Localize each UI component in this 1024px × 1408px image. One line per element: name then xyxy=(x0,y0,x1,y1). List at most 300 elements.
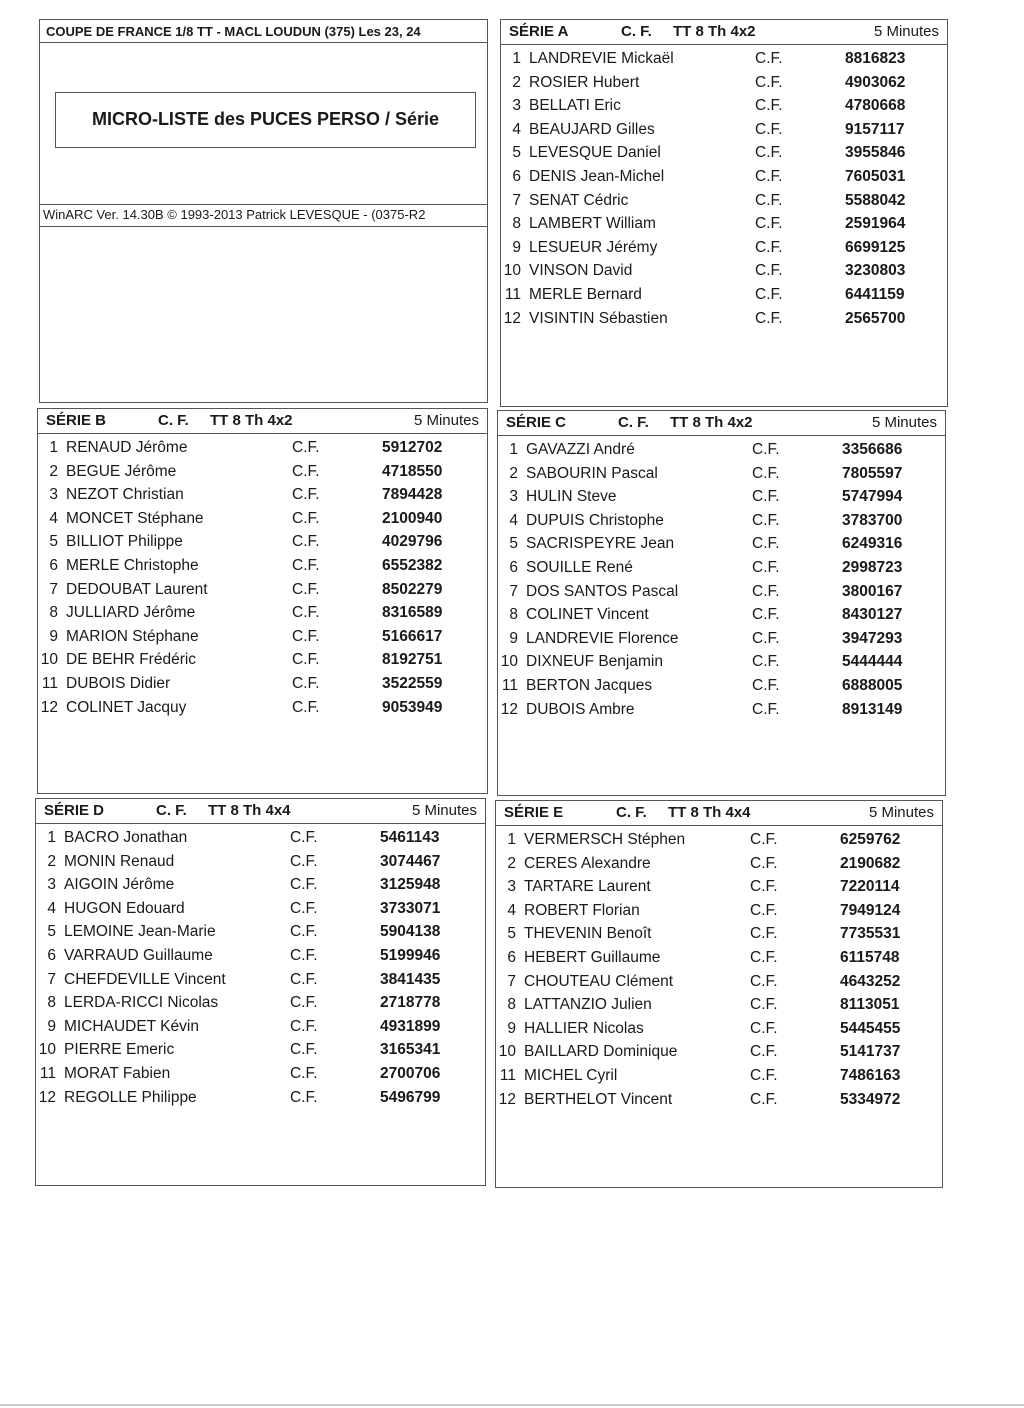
divider xyxy=(40,42,487,43)
entry-club: C.F. xyxy=(752,629,780,647)
series-e-panel xyxy=(495,800,943,1188)
entry-name: MICHAUDET Kévin xyxy=(64,1017,199,1035)
entry-code: 5199946 xyxy=(380,946,441,964)
entry-number: 12 xyxy=(38,1088,56,1106)
entry-row xyxy=(38,531,487,555)
entry-row xyxy=(501,260,947,284)
entry-number: 1 xyxy=(47,829,56,846)
entry-code: 2190682 xyxy=(840,854,901,872)
entry-name: ROBERT Florian xyxy=(524,901,640,919)
entry-row xyxy=(496,853,942,877)
entry-name: HUGON Edouard xyxy=(64,899,185,917)
entry-row xyxy=(496,829,942,853)
entry-code: 5904138 xyxy=(380,923,441,941)
entry-club: C.F. xyxy=(292,698,320,716)
entry-name: BILLIOT Philippe xyxy=(66,533,183,551)
entry-code: 6888005 xyxy=(842,676,903,694)
entry-row xyxy=(498,557,945,581)
divider xyxy=(40,204,487,205)
entry-name: MERLE Bernard xyxy=(529,285,642,303)
entry-code: 8913149 xyxy=(842,700,903,718)
divider xyxy=(40,226,487,227)
entry-code: 8192751 xyxy=(382,651,443,669)
entry-number: 2 xyxy=(47,852,56,870)
entry-number: 4 xyxy=(507,901,516,919)
entry-code: 6441159 xyxy=(845,285,905,303)
entry-row xyxy=(501,237,947,261)
series-category: C. F. xyxy=(158,412,189,429)
entry-code: 3230803 xyxy=(845,262,906,280)
entry-club: C.F. xyxy=(290,1064,318,1082)
series-format: TT 8 Th 4x4 xyxy=(668,804,751,821)
entry-number: 5 xyxy=(509,535,518,553)
entry-code: 2100940 xyxy=(382,509,443,527)
entry-code: 7894428 xyxy=(382,486,443,504)
entry-number: 3 xyxy=(47,876,56,894)
entry-row xyxy=(501,308,947,332)
entry-row xyxy=(501,142,947,166)
entry-code: 2718778 xyxy=(380,994,441,1012)
entry-club: C.F. xyxy=(290,852,318,870)
entry-name: CERES Alexandre xyxy=(524,854,651,872)
entry-club: C.F. xyxy=(752,464,780,482)
entry-name: RENAUD Jérôme xyxy=(66,439,188,456)
entry-code: 7735531 xyxy=(840,925,901,943)
entry-number: 2 xyxy=(512,73,521,91)
entry-row xyxy=(38,484,487,508)
entry-club: C.F. xyxy=(292,486,320,504)
entry-name: HEBERT Guillaume xyxy=(524,948,661,966)
entry-club: C.F. xyxy=(752,535,780,553)
entry-club: C.F. xyxy=(752,488,780,506)
entry-club: C.F. xyxy=(750,901,778,919)
entry-number: 3 xyxy=(49,486,58,504)
entry-code: 7605031 xyxy=(845,167,906,185)
entry-code: 6259762 xyxy=(840,831,901,848)
entry-name: VERMERSCH Stéphen xyxy=(524,831,686,848)
entry-club: C.F. xyxy=(755,309,783,327)
entry-code: 8316589 xyxy=(382,604,443,622)
entry-number: 2 xyxy=(509,464,518,482)
entry-code: 8113051 xyxy=(840,996,900,1014)
entry-code: 3125948 xyxy=(380,876,441,894)
entry-code: 3955846 xyxy=(845,144,906,162)
entry-name: SACRISPEYRE Jean xyxy=(526,535,675,553)
entry-row xyxy=(498,628,945,652)
entry-code: 3841435 xyxy=(380,970,441,988)
entry-club: C.F. xyxy=(755,167,783,185)
entry-club: C.F. xyxy=(752,700,780,718)
entry-name: SENAT Cédric xyxy=(529,191,629,209)
entry-club: C.F. xyxy=(290,899,318,917)
entry-code: 7486163 xyxy=(840,1066,901,1084)
entry-row xyxy=(38,673,487,697)
entry-code: 6249316 xyxy=(842,535,903,553)
entry-name: THEVENIN Benoît xyxy=(524,925,652,943)
entry-code: 5445455 xyxy=(840,1019,901,1037)
entry-code: 6552382 xyxy=(382,556,443,574)
entry-name: AIGOIN Jérôme xyxy=(64,876,175,894)
entry-club: C.F. xyxy=(750,1043,778,1061)
entry-name: GAVAZZI André xyxy=(526,441,635,458)
entry-name: DE BEHR Frédéric xyxy=(66,651,197,669)
entry-number: 12 xyxy=(500,700,518,718)
entry-row xyxy=(496,923,942,947)
entry-code: 5496799 xyxy=(380,1088,441,1106)
entry-club: C.F. xyxy=(755,191,783,209)
series-label: SÉRIE C xyxy=(506,414,567,431)
entry-club: C.F. xyxy=(290,1041,318,1059)
entry-name: VISINTIN Sébastien xyxy=(529,309,668,327)
entry-name: TARTARE Laurent xyxy=(524,878,651,896)
entry-number: 11 xyxy=(499,1066,516,1084)
entry-club: C.F. xyxy=(292,604,320,622)
entry-code: 5166617 xyxy=(382,627,443,645)
series-label: SÉRIE B xyxy=(46,412,107,429)
entry-code: 7220114 xyxy=(840,878,900,896)
entry-number: 6 xyxy=(49,556,58,574)
entry-club: C.F. xyxy=(290,923,318,941)
entry-number: 6 xyxy=(507,948,516,966)
series-duration: 5 Minutes xyxy=(411,802,477,819)
entry-number: 7 xyxy=(509,582,518,600)
series-duration: 5 Minutes xyxy=(871,414,937,431)
entry-name: MERLE Christophe xyxy=(66,556,199,574)
entry-number: 2 xyxy=(49,462,58,480)
entry-club: C.F. xyxy=(292,439,320,456)
entry-club: C.F. xyxy=(292,580,320,598)
entry-row xyxy=(38,461,487,485)
series-header xyxy=(496,801,942,826)
entry-name: LEMOINE Jean-Marie xyxy=(64,923,216,941)
entry-club: C.F. xyxy=(755,262,783,280)
entry-row xyxy=(36,874,485,898)
entry-code: 5461143 xyxy=(380,829,440,846)
entry-number: 10 xyxy=(38,1041,56,1059)
entry-name: BAILLARD Dominique xyxy=(524,1043,678,1061)
entry-number: 11 xyxy=(504,285,521,303)
entry-number: 1 xyxy=(507,831,516,848)
entry-number: 12 xyxy=(503,309,521,327)
list-title: MICRO-LISTE des PUCES PERSO / Série xyxy=(91,109,440,129)
series-category: C. F. xyxy=(156,802,187,819)
entry-code: 2700706 xyxy=(380,1064,441,1082)
entry-row xyxy=(496,876,942,900)
entry-club: C.F. xyxy=(292,556,320,574)
entry-row xyxy=(501,48,947,72)
entry-code: 3074467 xyxy=(380,852,441,870)
entry-club: C.F. xyxy=(750,854,778,872)
series-d-panel xyxy=(35,798,486,1186)
entry-number: 4 xyxy=(509,511,518,529)
entry-row xyxy=(496,947,942,971)
entry-code: 6699125 xyxy=(845,238,906,256)
entry-name: MONCET Stéphane xyxy=(66,509,204,527)
series-category: C. F. xyxy=(616,804,647,821)
entry-number: 8 xyxy=(507,996,516,1014)
entry-row xyxy=(498,581,945,605)
entry-name: LANDREVIE Mickaël xyxy=(529,50,674,67)
entry-row xyxy=(498,510,945,534)
entry-number: 8 xyxy=(49,604,58,622)
entry-number: 9 xyxy=(509,629,518,647)
entry-club: C.F. xyxy=(750,925,778,943)
entry-row xyxy=(498,699,945,723)
entry-name: CHOUTEAU Clément xyxy=(524,972,673,990)
series-format: TT 8 Th 4x4 xyxy=(208,802,291,819)
entry-name: DOS SANTOS Pascal xyxy=(526,582,679,600)
entry-row xyxy=(498,463,945,487)
entry-club: C.F. xyxy=(750,1019,778,1037)
entry-row xyxy=(36,1016,485,1040)
series-duration: 5 Minutes xyxy=(873,23,939,40)
entry-name: HULIN Steve xyxy=(526,488,617,506)
entry-row xyxy=(501,95,947,119)
entry-name: CHEFDEVILLE Vincent xyxy=(64,970,226,988)
entry-code: 5444444 xyxy=(842,653,903,671)
entry-club: C.F. xyxy=(752,511,780,529)
entry-club: C.F. xyxy=(292,674,320,692)
series-label: SÉRIE A xyxy=(509,23,569,40)
entry-club: C.F. xyxy=(752,582,780,600)
entry-row xyxy=(496,1018,942,1042)
entry-number: 1 xyxy=(509,441,518,458)
entry-number: 10 xyxy=(500,653,518,671)
entry-club: C.F. xyxy=(752,653,780,671)
entry-number: 3 xyxy=(509,488,518,506)
entry-name: PIERRE Emeric xyxy=(64,1041,175,1059)
entry-code: 5588042 xyxy=(845,191,906,209)
entry-code: 6115748 xyxy=(840,948,900,966)
series-label: SÉRIE E xyxy=(504,804,564,821)
entry-code: 3800167 xyxy=(842,582,903,600)
entry-code: 3947293 xyxy=(842,629,903,647)
entry-club: C.F. xyxy=(290,946,318,964)
entry-code: 4780668 xyxy=(845,97,906,115)
entry-name: DENIS Jean-Michel xyxy=(529,167,665,185)
entry-club: C.F. xyxy=(292,533,320,551)
entry-name: BERTHELOT Vincent xyxy=(524,1090,673,1108)
entry-row xyxy=(36,969,485,993)
entry-code: 5912702 xyxy=(382,439,443,456)
entry-number: 6 xyxy=(47,946,56,964)
entry-code: 3165341 xyxy=(380,1041,441,1059)
entry-name: DUBOIS Didier xyxy=(66,674,171,692)
entry-number: 9 xyxy=(47,1017,56,1035)
entry-code: 4029796 xyxy=(382,533,443,551)
entry-row xyxy=(36,1087,485,1111)
entry-number: 3 xyxy=(507,878,516,896)
entry-name: DUBOIS Ambre xyxy=(526,700,635,718)
entry-club: C.F. xyxy=(755,97,783,115)
entry-name: MARION Stéphane xyxy=(66,627,199,645)
series-header xyxy=(38,409,487,434)
software-credit: WinARC Ver. 14.30B © 1993-2013 Patrick LEVESQUE - (0375-R2 xyxy=(43,207,426,222)
entry-number: 8 xyxy=(512,215,521,233)
entry-code: 3356686 xyxy=(842,441,903,458)
entry-code: 2565700 xyxy=(845,309,906,327)
entry-number: 10 xyxy=(498,1043,516,1061)
entry-code: 7949124 xyxy=(840,901,901,919)
entry-row xyxy=(38,579,487,603)
entry-name: JULLIARD Jérôme xyxy=(66,604,196,622)
entry-row xyxy=(496,994,942,1018)
entry-code: 4931899 xyxy=(380,1017,441,1035)
entry-number: 9 xyxy=(507,1019,516,1037)
series-b-panel xyxy=(37,408,488,794)
entry-club: C.F. xyxy=(290,970,318,988)
entry-name: LANDREVIE Florence xyxy=(526,629,679,647)
entry-name: BERTON Jacques xyxy=(526,676,653,694)
series-duration: 5 Minutes xyxy=(413,412,479,429)
entry-name: NEZOT Christian xyxy=(66,486,184,504)
entry-row xyxy=(36,898,485,922)
entry-row xyxy=(498,675,945,699)
entry-number: 1 xyxy=(512,50,521,67)
entry-row xyxy=(501,190,947,214)
entry-name: VINSON David xyxy=(529,262,633,280)
event-title-panel xyxy=(39,19,488,403)
entry-list xyxy=(501,48,947,331)
entry-row xyxy=(496,900,942,924)
entry-code: 2998723 xyxy=(842,558,903,576)
entry-club: C.F. xyxy=(750,878,778,896)
entry-code: 5141737 xyxy=(840,1043,901,1061)
entry-club: C.F. xyxy=(752,606,780,624)
entry-name: SOUILLE René xyxy=(526,558,633,576)
entry-name: LATTANZIO Julien xyxy=(524,996,652,1014)
entry-club: C.F. xyxy=(750,831,778,848)
entry-list xyxy=(38,437,487,720)
entry-name: DEDOUBAT Laurent xyxy=(66,580,208,598)
entry-number: 11 xyxy=(41,674,58,692)
series-header xyxy=(501,20,947,45)
entry-code: 3783700 xyxy=(842,511,903,529)
entry-row xyxy=(501,119,947,143)
entry-code: 5747994 xyxy=(842,488,903,506)
entry-code: 8502279 xyxy=(382,580,443,598)
entry-number: 3 xyxy=(512,97,521,115)
entry-club: C.F. xyxy=(292,651,320,669)
entry-number: 9 xyxy=(49,627,58,645)
entry-name: LAMBERT William xyxy=(529,215,656,233)
entry-row xyxy=(36,921,485,945)
entry-row xyxy=(36,827,485,851)
entry-list xyxy=(498,439,945,722)
entry-club: C.F. xyxy=(752,676,780,694)
entry-row xyxy=(496,1065,942,1089)
entry-name: HALLIER Nicolas xyxy=(524,1019,644,1037)
entry-number: 12 xyxy=(40,698,58,716)
entry-code: 4643252 xyxy=(840,972,901,990)
list-title-box xyxy=(55,92,476,148)
entry-number: 10 xyxy=(503,262,521,280)
entry-list xyxy=(36,827,485,1110)
entry-club: C.F. xyxy=(750,972,778,990)
entry-code: 9053949 xyxy=(382,698,443,716)
entry-row xyxy=(498,439,945,463)
series-header xyxy=(36,799,485,824)
entry-number: 4 xyxy=(47,899,56,917)
entry-club: C.F. xyxy=(290,1017,318,1035)
entry-code: 8430127 xyxy=(842,606,903,624)
entry-number: 4 xyxy=(49,509,58,527)
entry-name: DIXNEUF Benjamin xyxy=(526,653,663,671)
series-a-panel xyxy=(500,19,948,407)
entry-club: C.F. xyxy=(292,462,320,480)
entry-number: 11 xyxy=(501,676,518,694)
entry-code: 9157117 xyxy=(845,120,905,138)
entry-number: 2 xyxy=(507,854,516,872)
series-c-panel xyxy=(497,410,946,796)
entry-number: 1 xyxy=(49,439,58,456)
entry-row xyxy=(36,1063,485,1087)
entry-code: 2591964 xyxy=(845,215,906,233)
entry-number: 11 xyxy=(39,1064,56,1082)
entry-row xyxy=(501,166,947,190)
series-format: TT 8 Th 4x2 xyxy=(670,414,753,431)
entry-code: 5334972 xyxy=(840,1090,901,1108)
entry-number: 7 xyxy=(49,580,58,598)
series-header xyxy=(498,411,945,436)
entry-name: MONIN Renaud xyxy=(64,852,175,870)
entry-number: 8 xyxy=(509,606,518,624)
entry-name: MORAT Fabien xyxy=(64,1064,171,1082)
entry-row xyxy=(38,649,487,673)
entry-row xyxy=(36,945,485,969)
entry-number: 7 xyxy=(47,970,56,988)
entry-number: 5 xyxy=(507,925,516,943)
entry-club: C.F. xyxy=(755,285,783,303)
entry-row xyxy=(498,604,945,628)
entry-name: DUPUIS Christophe xyxy=(526,511,664,529)
entry-code: 4903062 xyxy=(845,73,906,91)
series-duration: 5 Minutes xyxy=(868,804,934,821)
entry-row xyxy=(38,626,487,650)
entry-row xyxy=(36,1039,485,1063)
entry-name: MICHEL Cyril xyxy=(524,1066,618,1084)
entry-number: 6 xyxy=(512,167,521,185)
series-category: C. F. xyxy=(621,23,652,40)
entry-club: C.F. xyxy=(750,948,778,966)
entry-number: 7 xyxy=(507,972,516,990)
entry-row xyxy=(38,437,487,461)
entry-number: 7 xyxy=(512,191,521,209)
entry-code: 8816823 xyxy=(845,50,906,67)
entry-row xyxy=(38,508,487,532)
entry-row xyxy=(38,697,487,721)
entry-club: C.F. xyxy=(755,238,783,256)
entry-name: LESUEUR Jérémy xyxy=(529,238,658,256)
entry-row xyxy=(501,72,947,96)
entry-club: C.F. xyxy=(752,558,780,576)
entry-number: 5 xyxy=(47,923,56,941)
entry-row xyxy=(501,284,947,308)
entry-club: C.F. xyxy=(292,509,320,527)
entry-name: REGOLLE Philippe xyxy=(64,1088,197,1106)
entry-name: BEGUE Jérôme xyxy=(66,462,177,480)
entry-row xyxy=(498,486,945,510)
entry-name: LERDA-RICCI Nicolas xyxy=(64,994,219,1012)
entry-name: ROSIER Hubert xyxy=(529,73,640,91)
entry-club: C.F. xyxy=(290,1088,318,1106)
entry-row xyxy=(501,213,947,237)
entry-number: 12 xyxy=(498,1090,516,1108)
entry-row xyxy=(36,992,485,1016)
entry-list xyxy=(496,829,942,1112)
entry-name: COLINET Vincent xyxy=(526,606,649,624)
scan-edge-line xyxy=(0,1404,1024,1406)
